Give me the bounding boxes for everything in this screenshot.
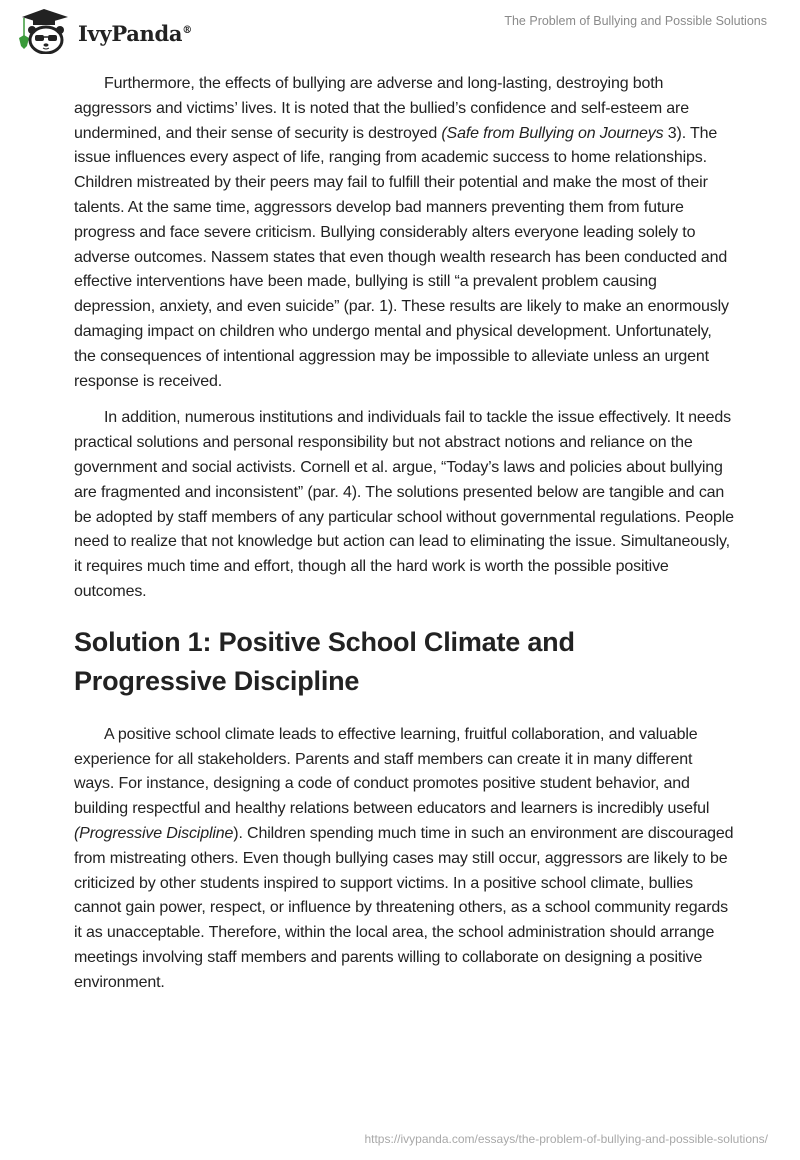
page-header <box>0 0 800 62</box>
document-title: The Problem of Bullying and Possible Solutions <box>504 14 767 28</box>
source-url[interactable]: https://ivypanda.com/essays/the-problem-of-bullying-and-possible-solutions/ <box>364 1132 768 1146</box>
registered-mark: ® <box>182 24 192 36</box>
essay-content <box>74 72 734 1008</box>
logo-wordmark: IvyPanda® <box>78 20 192 46</box>
panda-graduation-cap-icon <box>16 8 72 54</box>
section-heading-solution-1: Solution 1: Positive School Climate and Progressive Discipline <box>74 626 575 696</box>
citation-safe-from-bullying: (Safe from Bullying on Journeys <box>441 124 664 142</box>
paragraph-effects-of-bullying: Furthermore, the effects of bullying are adverse and long-lasting, destroying both aggressors and victims’ lives. It is noted that the bullied’s confidence and self-esteem are undermined, and their sense of security is destroyed (Safe from Bullying on Journeys 3). The issue influences every aspect of life, ranging from academic success to home relationships. Children mistreated by their peers may fail to fulfill their potential and make the most of their talents. At the same time, aggressors develop bad manners preventing them from future progress and face severe criticism. Bullying considerably alters everyone leading solely to adverse outcomes. Nassem states that even though wealth research has been conducted and effective interventions have been made, bullying is still “a prevalent problem causing depression, anxiety, and even suicide” (par. 1). These results are likely to make an enormously damaging impact on children who undergo mental and physical development. Unfortunately, the consequences of intentional aggression may be impossible to alleviate unless an urgent response is received. <box>74 75 729 390</box>
ivypanda-logo[interactable] <box>16 8 192 54</box>
paragraph-institutions-fail: In addition, numerous institutions and individuals fail to tackle the issue effectively. It needs practical solutions and personal responsibility but not abstract notions and reliance on the government and social activists. Cornell et al. argue, “Today’s laws and policies about bullying are fragmented and inconsistent” (par. 4). The solutions presented below are tangible and can be adopted by staff members of any particular school without governmental regulations. People need to realize that not knowledge but action can lead to eliminating the issue. Simultaneously, it requires much time and effort, though all the hard work is worth the possible positive outcomes. <box>74 409 734 600</box>
paragraph-positive-school-climate: A positive school climate leads to effective learning, fruitful collaboration, and valuable experience for all stakeholders. Parents and staff members can create it in many different ways. For instance, designing a code of conduct promotes positive student behavior, and building respectful and healthy relations between educators and learners is incredibly useful (Progressive Discipline). Children spending much time in such an environment are discouraged from mistreating others. Even though bullying cases may still occur, aggressors are likely to be criticized by other students inspired to support victims. In a positive school climate, bullies cannot gain power, respect, or influence by threatening others, as a school community regards it as unacceptable. Therefore, within the local area, the school administration should arrange meetings involving staff members and parents willing to collaborate on designing a positive environment. <box>74 725 734 991</box>
citation-progressive-discipline: (Progressive Discipline <box>74 824 234 842</box>
